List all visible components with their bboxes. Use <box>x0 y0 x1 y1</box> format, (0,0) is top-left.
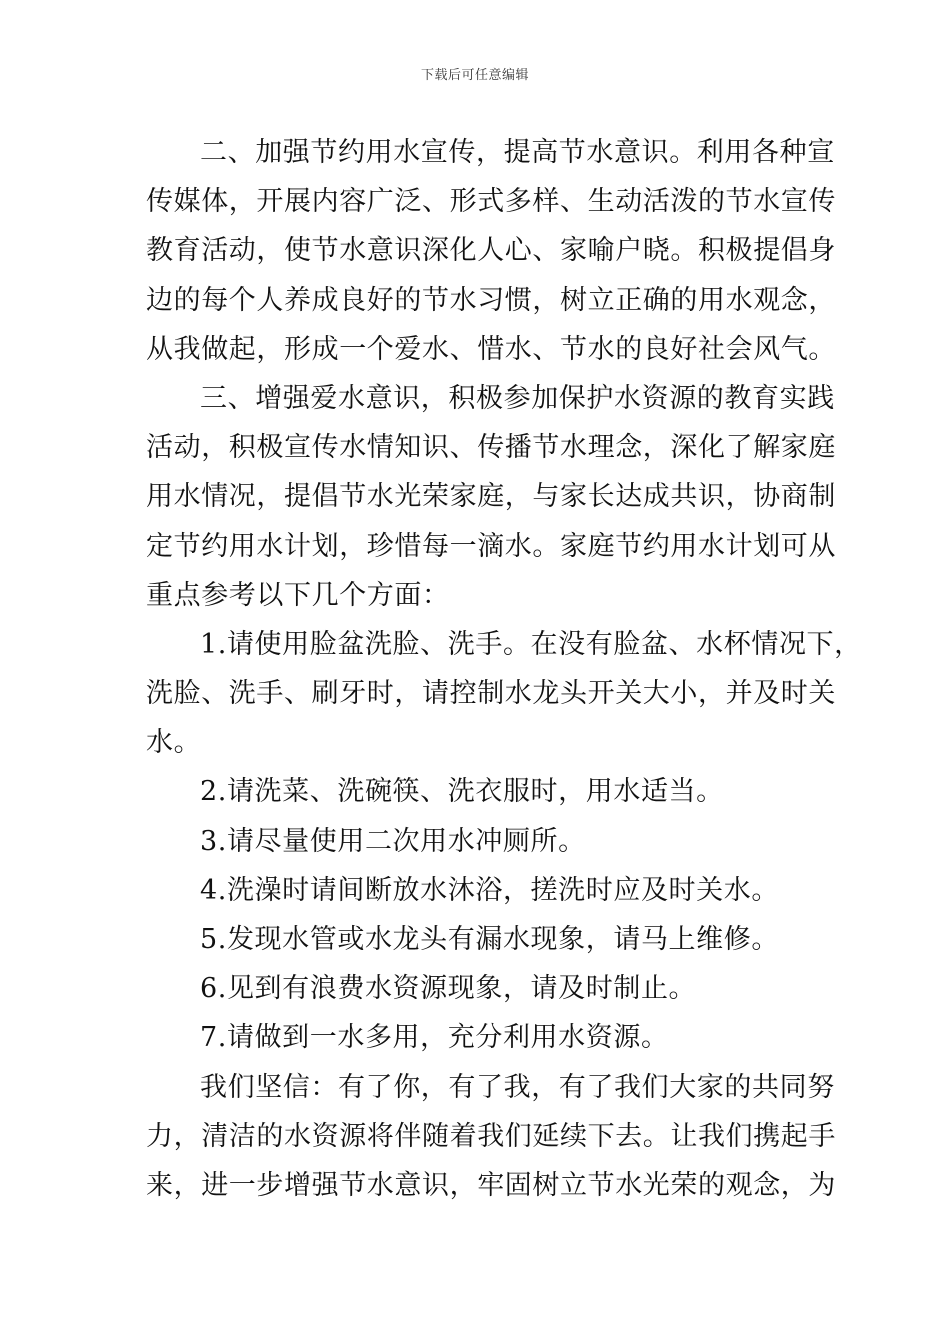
list-item-line: 4.洗澡时请间断放水沐浴，搓洗时应及时关水。 <box>200 874 779 906</box>
paragraph-line: 二、加强节约用水宣传，提高节水意识。利用各种宣 <box>200 137 835 168</box>
list-item-line: 7.请做到一水多用，充分利用水资源。 <box>200 1022 669 1054</box>
list-item-line: 水。 <box>146 727 202 759</box>
paragraph-line: 重点参考以下几个方面： <box>146 579 450 611</box>
paragraph-line: 我们坚信：有了你，有了我，有了我们大家的共同努 <box>200 1071 835 1103</box>
paragraph-line: 力，清洁的水资源将伴随着我们延续下去。让我们携起手 <box>146 1120 836 1152</box>
page-header: 下载后可任意编辑 <box>420 68 529 83</box>
paragraph-line: 三、增强爱水意识，积极参加保护水资源的教育实践 <box>200 382 835 414</box>
list-item-line: 3.请尽量使用二次用水冲厕所。 <box>200 825 586 857</box>
list-item-line: 洗脸、洗手、刷牙时，请控制水龙头开关大小，并及时关 <box>146 678 836 710</box>
paragraph-line: 用水情况，提倡节水光荣家庭，与家长达成共识，协商制 <box>146 481 836 513</box>
paragraph-line: 定节约用水计划，珍惜每一滴水。家庭节约用水计划可从 <box>146 530 836 562</box>
list-item-line: 2.请洗菜、洗碗筷、洗衣服时，用水适当。 <box>200 776 724 808</box>
paragraph-line: 来，进一步增强节水意识，牢固树立节水光荣的观念，为 <box>146 1169 836 1201</box>
paragraph-line: 传媒体，开展内容广泛、形式多样、生动活泼的节水宣传 <box>146 186 836 218</box>
paragraph-line: 活动，积极宣传水情知识、传播节水理念，深化了解家庭 <box>146 432 836 464</box>
document-body <box>146 128 862 1210</box>
list-item-line: 6.见到有浪费水资源现象，请及时制止。 <box>200 973 697 1005</box>
list-item-line: 1.请使用脸盆洗脸、洗手。在没有脸盆、水杯情况下， <box>200 628 862 660</box>
paragraph-line: 边的每个人养成良好的节水习惯，树立正确的用水观念， <box>146 284 836 316</box>
paragraph-line: 教育活动，使节水意识深化人心、家喻户晓。积极提倡身 <box>146 235 836 267</box>
paragraph-line: 从我做起，形成一个爱水、惜水、节水的良好社会风气。 <box>146 333 836 365</box>
list-item-line: 5.发现水管或水龙头有漏水现象，请马上维修。 <box>200 924 779 955</box>
